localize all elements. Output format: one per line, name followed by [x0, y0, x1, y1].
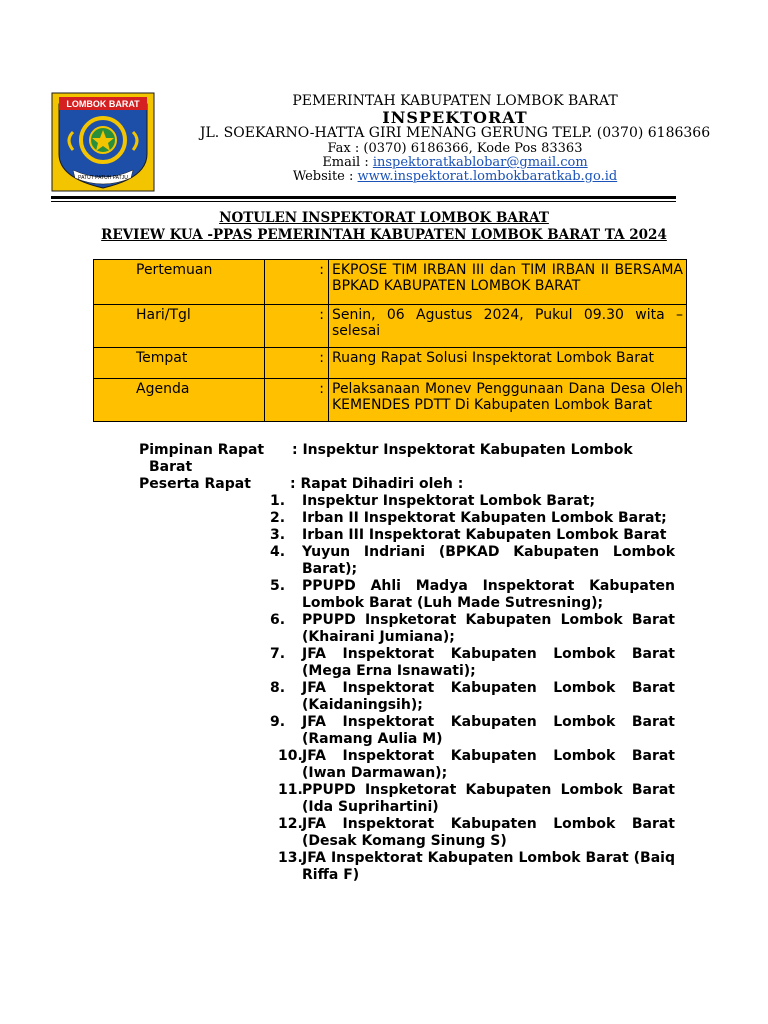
pimpinan-label: Pimpinan Rapat: [139, 442, 265, 458]
list-item: [270, 578, 675, 612]
letterhead-rule-thin: [51, 201, 676, 202]
row-value: Ruang Rapat Solusi Inspektorat Lombok Barat: [329, 348, 687, 379]
lombok-barat-crest-logo: [51, 92, 155, 192]
list-item: [270, 527, 675, 544]
pimpinan-value: : Inspektur Inspektorat Kabupaten Lombok: [292, 442, 633, 458]
item-text: PPUPD Ahli Madya Inspektorat Kabupaten Lombok Barat (Luh Made Sutresning);: [302, 578, 675, 611]
item-number: 13.: [278, 850, 303, 866]
website-label: Website :: [292, 169, 358, 184]
pimpinan-value-continuation: Barat: [149, 459, 193, 475]
item-number: 9.: [270, 714, 286, 730]
document-title: NOTULEN INSPEKTORAT LOMBOK BARAT: [219, 210, 549, 226]
item-number: 11.: [278, 782, 303, 798]
list-item: [270, 714, 675, 748]
item-number: 6.: [270, 612, 286, 628]
row-separator: :: [265, 260, 329, 305]
letterhead-rule-thick: [51, 196, 676, 199]
item-text: JFA Inspektorat Kabupaten Lombok Barat (Mega Erna Isnawati);: [302, 646, 675, 679]
letterhead-government: PEMERINTAH KABUPATEN LOMBOK BARAT: [292, 93, 618, 109]
item-number: 7.: [270, 646, 286, 662]
item-number: 5.: [270, 578, 286, 594]
peserta-label: Peserta Rapat: [139, 476, 251, 492]
item-text: JFA Inspektorat Kabupaten Lombok Barat (Ramang Aulia M): [302, 714, 675, 747]
meeting-info-table: [93, 259, 687, 422]
email-link[interactable]: inspektoratkablobar@gmail.com: [372, 155, 588, 170]
item-text: JFA Inspektorat Kabupaten Lombok Barat (Kaidaningsih);: [302, 680, 675, 713]
item-number: 12.: [278, 816, 303, 832]
item-number: 4.: [270, 544, 286, 560]
item-text: PPUPD Inspketorat Kabupaten Lombok Barat (Khairani Jumiana);: [302, 612, 675, 645]
item-number: 3.: [270, 527, 286, 543]
item-number: 8.: [270, 680, 286, 696]
row-separator: :: [265, 379, 329, 422]
item-text: JFA Inspektorat Kabupaten Lombok Barat (Baiq Riffa F): [302, 850, 675, 883]
table-row: [94, 260, 687, 305]
item-text: JFA Inspektorat Kabupaten Lombok Barat (Desak Komang Sinung S): [302, 816, 675, 849]
list-item: [270, 510, 675, 527]
table-row: [94, 348, 687, 379]
table-row: [94, 305, 687, 348]
list-item: [270, 646, 675, 680]
item-text: Yuyun Indriani (BPKAD Kabupaten Lombok Barat);: [302, 544, 675, 577]
list-item: [270, 493, 675, 510]
letterhead-email-line: [160, 155, 750, 170]
logo-banner-text: LOMBOK BARAT: [66, 99, 140, 109]
row-value: Senin, 06 Agustus 2024, Pukul 09.30 wita – selesai: [329, 305, 687, 348]
table-row: [94, 379, 687, 422]
email-label: Email :: [322, 155, 373, 170]
item-number: 2.: [270, 510, 286, 526]
item-text: Irban III Inspektorat Kabupaten Lombok Barat: [302, 527, 667, 543]
list-item: [270, 748, 675, 782]
row-separator: :: [265, 305, 329, 348]
item-text: JFA Inspektorat Kabupaten Lombok Barat (Iwan Darmawan);: [302, 748, 675, 781]
website-link[interactable]: www.inspektorat.lombokbaratkab.go.id: [357, 169, 618, 184]
list-item: [270, 544, 675, 578]
row-value: Pelaksanaan Monev Penggunaan Dana Desa Oleh KEMENDES PDTT Di Kabupaten Lombok Barat: [329, 379, 687, 422]
peserta-value: : Rapat Dihadiri oleh :: [290, 476, 464, 492]
item-text: Inspektur Inspektorat Lombok Barat;: [302, 493, 596, 509]
logo-motto-text: PATUT PATUH PATJU: [78, 175, 128, 181]
letterhead-agency: INSPEKTORAT: [382, 108, 528, 127]
list-item: [270, 680, 675, 714]
row-label: Hari/Tgl: [94, 305, 265, 348]
participant-list: [270, 493, 675, 884]
letterhead-address: JL. SOEKARNO-HATTA GIRI MENANG GERUNG TELP. (0370) 6186366: [199, 125, 711, 141]
row-value: EKPOSE TIM IRBAN III dan TIM IRBAN II BERSAMA BPKAD KABUPATEN LOMBOK BARAT: [329, 260, 687, 305]
item-text: PPUPD Inspketorat Kabupaten Lombok Barat (Ida Suprihartini): [302, 782, 675, 815]
list-item: [270, 782, 675, 816]
row-label: Tempat: [94, 348, 265, 379]
row-separator: :: [265, 348, 329, 379]
list-item: [270, 612, 675, 646]
row-label: Agenda: [94, 379, 265, 422]
letterhead-fax: Fax : (0370) 6186366, Kode Pos 83363: [327, 141, 583, 156]
list-item: [270, 850, 675, 884]
item-number: 1.: [270, 493, 286, 509]
item-text: Irban II Inspektorat Kabupaten Lombok Barat;: [302, 510, 667, 526]
document-subtitle: REVIEW KUA -PPAS PEMERINTAH KABUPATEN LOMBOK BARAT TA 2024: [101, 227, 667, 243]
list-item: [270, 816, 675, 850]
row-label: Pertemuan: [94, 260, 265, 305]
item-number: 10.: [278, 748, 303, 764]
letterhead-website-line: [160, 169, 750, 184]
